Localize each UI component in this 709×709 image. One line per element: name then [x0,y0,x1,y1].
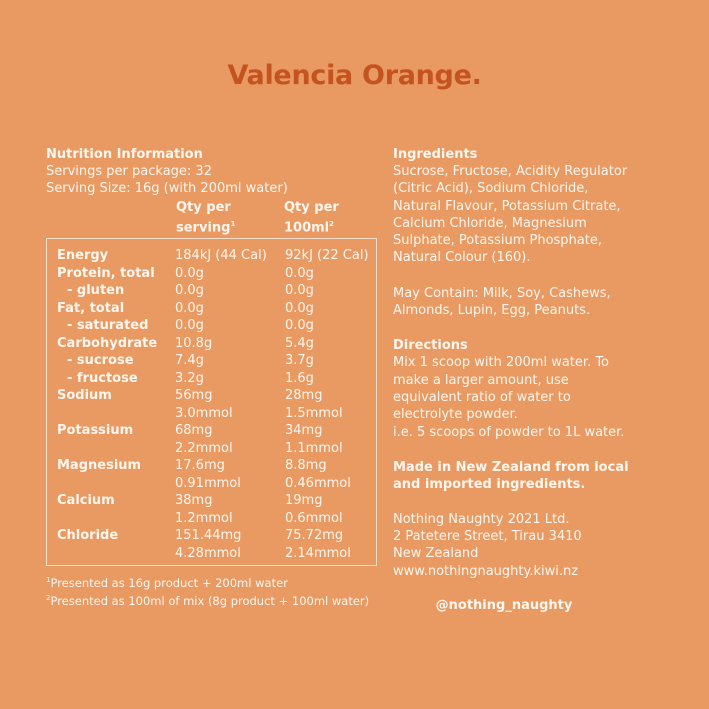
nutrition-row [57,300,377,318]
nutrition-heading: Nutrition Information [46,147,203,162]
qty-per-serving: 0.0g [175,300,204,316]
qty-per-100ml: 34mg [285,423,323,438]
qty-per-serving: 7.4g [175,353,204,368]
qty-per-100ml: 0.6mmol [285,510,343,526]
directions-line: i.e. 5 scoops of powder to 1L water. [393,424,625,440]
qty-per-serving: 68mg [175,423,213,438]
ingredients-line: Natural Flavour, Potassium Citrate, [393,198,621,214]
qty-per-100ml: 0.0g [285,300,314,316]
qty-per-100ml: 3.7g [285,353,314,368]
ingredients-list [393,163,673,267]
nutrient-label: Protein, total [57,265,155,281]
nutrient-label: - fructose [67,370,138,386]
column-header-per-100ml-line1: Qty per [284,199,339,215]
serving-size: Serving Size: 16g (with 200ml water) [46,181,288,197]
qty-per-serving: 1.2mmol [175,510,233,526]
footnote-1-text: Presented as 16g product + 200ml water [50,575,288,590]
nutrition-row [57,457,377,475]
nutrition-row [57,527,377,545]
allergen-line: Almonds, Lupin, Egg, Peanuts. [393,303,591,319]
qty-per-100ml: 19mg [285,493,323,508]
qty-per-100ml: 0.0g [285,318,314,333]
company-line: 2 Patetere Street, Tirau 3410 [393,529,582,545]
allergen-line: May Contain: Milk, Soy, Cashews, [393,285,611,301]
column-header-per-serving-text: serving [176,219,231,235]
qty-per-100ml: 1.6g [285,370,314,386]
nutrient-label: - gluten [67,283,125,298]
directions-line: make a larger amount, use [393,372,569,388]
nutrition-section [46,146,386,235]
column-header-per-serving-line1: Qty per [176,199,231,215]
column-header-per-100ml-line2 [284,216,339,236]
nutrient-label: Sodium [57,388,112,403]
footnote-marker-1: 1 [230,219,236,228]
qty-per-100ml: 0.46mmol [285,475,351,491]
company-line: New Zealand [393,546,479,562]
origin-statement [393,459,673,493]
ingredients-line: Calcium Chloride, Magnesium [393,215,587,231]
footnote-2-text: Presented as 100ml of mix (8g product + 100ml water) [50,593,370,608]
directions-line: electrolyte powder. [393,407,518,423]
nutrition-row [57,405,377,423]
qty-per-100ml: 8.8mg [285,458,327,473]
footnote-2-marker: 2 [46,593,51,602]
nutrient-label: Calcium [57,493,115,508]
ingredients-line: Sulphate, Potassium Phosphate, [393,233,602,249]
nutrition-row [57,370,377,388]
qty-per-serving: 56mg [175,388,213,403]
qty-per-serving: 17.6mg [175,458,225,473]
qty-per-serving: 0.0g [175,265,204,281]
qty-per-serving: 0.91mmol [175,475,241,491]
qty-per-100ml: 2.14mmol [285,545,351,561]
nutrient-label: Chloride [57,528,119,543]
nutrition-row [57,265,377,283]
nutrient-label: - saturated [67,318,149,333]
column-header-per-100ml-text: 100ml [284,219,330,235]
info-column [393,146,673,580]
company-line: www.nothingnaughty.kiwi.nz [393,563,579,579]
footnotes [46,573,369,609]
directions-heading: Directions [393,338,468,354]
qty-per-serving: 0.0g [175,283,204,298]
ingredients-line: (Citric Acid), Sodium Chloride, [393,181,589,197]
qty-per-serving: 184kJ (44 Cal) [175,248,267,263]
servings-per-package: Servings per package: 32 [46,164,212,179]
nutrient-label: Carbohydrate [57,335,158,351]
qty-per-serving: 0.0g [175,318,204,333]
nutrition-row [57,282,377,300]
qty-per-100ml: 0.0g [285,265,314,281]
nutrient-label: - sucrose [67,353,134,368]
column-header-per-100ml [284,199,339,236]
product-title: Valencia Orange. [227,60,482,91]
social-handle: @nothing_naughty [435,598,573,613]
column-header-per-serving [176,199,235,236]
qty-per-serving: 3.0mmol [175,405,233,421]
origin-line: and imported ingredients. [393,476,586,492]
nutrition-row [57,352,377,370]
nutrition-row [57,317,377,335]
directions-line: Mix 1 scoop with 200ml water. To [393,355,609,371]
nutrition-row [57,422,377,440]
column-header-per-serving-line2 [176,216,235,236]
qty-per-100ml: 28mg [285,388,323,403]
nutrient-label: Fat, total [57,300,125,316]
qty-per-100ml: 0.0g [285,283,314,298]
nutrition-row [57,335,377,353]
nutrition-column-headers [46,199,386,235]
ingredients-line: Natural Colour (160). [393,250,531,266]
nutrition-row [57,545,377,563]
nutrition-row [57,492,377,510]
footnote-marker-2: 2 [329,219,335,228]
nutrient-label: Magnesium [57,458,142,473]
nutrient-label: Potassium [57,423,134,438]
qty-per-100ml: 1.5mmol [285,405,343,421]
nutrition-row [57,247,377,265]
qty-per-100ml: 1.1mmol [285,440,343,456]
qty-per-100ml: 92kJ (22 Cal) [285,248,369,263]
nutrition-table [46,238,377,566]
qty-per-serving: 3.2g [175,370,204,386]
nutrition-row [57,510,377,528]
ingredients-line: Sucrose, Fructose, Acidity Regulator [393,164,628,179]
qty-per-serving: 2.2mmol [175,440,233,456]
nutrition-row [57,440,377,458]
ingredients-heading: Ingredients [393,147,478,162]
origin-line: Made in New Zealand from local [393,459,629,475]
qty-per-serving: 10.8g [175,335,213,351]
footnote-1 [46,573,369,591]
directions-text [393,354,673,440]
nutrient-label: Energy [57,248,109,263]
footnote-2 [46,591,369,609]
nutrition-row [57,387,377,405]
nutrition-row [57,475,377,493]
qty-per-serving: 4.28mmol [175,545,241,561]
qty-per-serving: 38mg [175,493,213,508]
directions-line: equivalent ratio of water to [393,389,571,405]
company-line: Nothing Naughty 2021 Ltd. [393,511,570,527]
allergen-statement [393,285,673,320]
footnote-1-marker: 1 [46,576,51,584]
company-address [393,511,673,580]
qty-per-100ml: 5.4g [285,335,314,351]
qty-per-100ml: 75.72mg [285,528,344,543]
qty-per-serving: 151.44mg [175,528,242,543]
